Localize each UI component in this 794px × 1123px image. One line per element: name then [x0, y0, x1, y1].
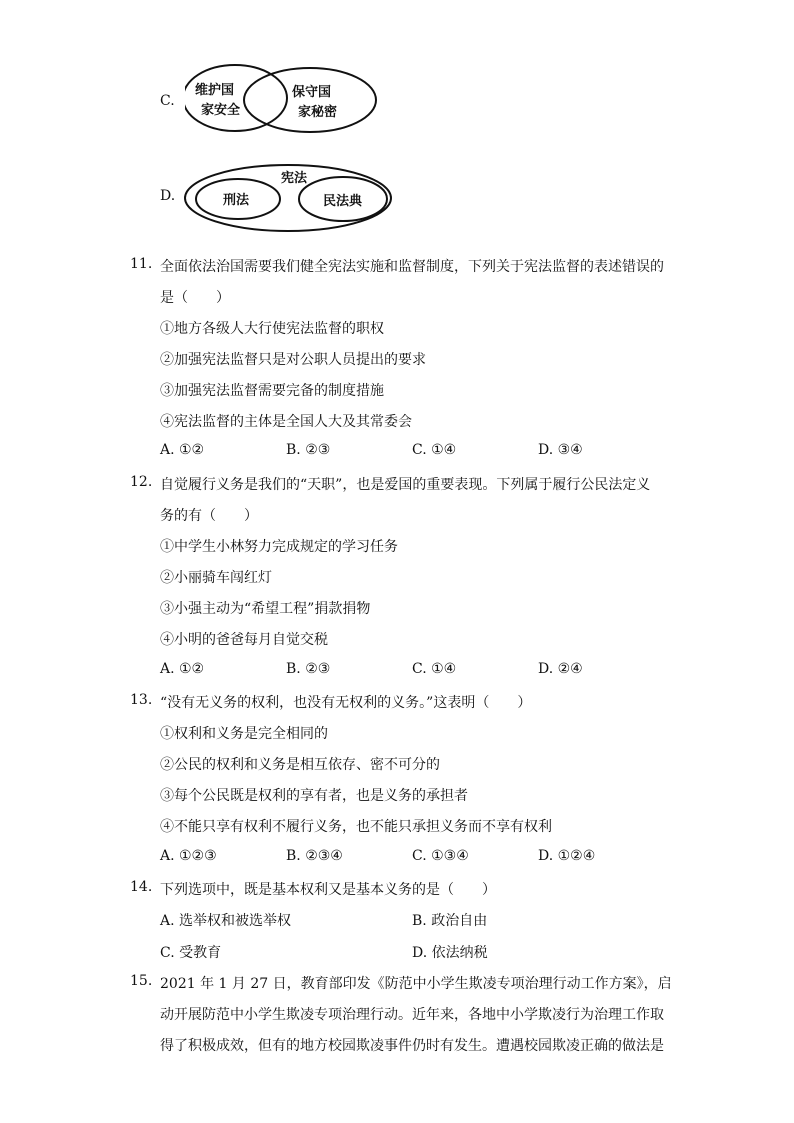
choice-b[interactable]: B. ②③④ — [286, 848, 343, 864]
question-stem-line: 务的有（ ） — [160, 508, 258, 524]
statement-item: ①权利和义务是完全相同的 — [160, 726, 328, 742]
d-inner-right-text: 民法典 — [323, 194, 363, 209]
option-d-diagram — [183, 162, 398, 234]
c-left-text-1: 维护国 — [195, 83, 235, 98]
question-stem-line: 动开展防范中小学生欺凌专项治理行动。近年来，各地中小学欺凌行为治理工作取 — [160, 1007, 664, 1023]
question-number: 11. — [130, 256, 153, 272]
statement-item: ①中学生小林努力完成规定的学习任务 — [160, 539, 398, 555]
c-right-text-2: 家秘密 — [298, 105, 338, 120]
question-number: 15. — [130, 973, 153, 989]
option-d-label: D. — [160, 188, 176, 204]
choice-b[interactable]: B. ②③ — [286, 442, 331, 458]
choice-d[interactable]: D. ②④ — [538, 661, 583, 677]
d-inner-left-text: 刑法 — [223, 193, 250, 208]
question-stem-line: 得了积极成效，但有的地方校园欺凌事件仍时有发生。遭遇校园欺凌正确的做法是 — [160, 1038, 664, 1054]
d-outer-text: 宪法 — [281, 171, 308, 186]
choice-a[interactable]: A. ①②③ — [160, 848, 217, 864]
choice-c[interactable]: C. ①③④ — [412, 848, 469, 864]
question-number: 12. — [130, 474, 153, 490]
statement-item: ③小强主动为“希望工程”捐款捐物 — [160, 601, 371, 617]
option-c-label: C. — [160, 93, 175, 109]
choice-a[interactable]: A. ①② — [160, 442, 205, 458]
choice-b[interactable]: B. 政治自由 — [412, 913, 488, 929]
choice-d[interactable]: D. ①②④ — [538, 848, 596, 864]
choice-d[interactable]: D. ③④ — [538, 442, 583, 458]
question-stem-line: 下列选项中，既是基本权利又是基本义务的是（ ） — [160, 882, 496, 898]
question-stem-line: “没有无义务的权利，也没有无权利的义务。”这表明（ ） — [160, 695, 532, 711]
question-stem-line: 自觉履行义务是我们的“天职”，也是爱国的重要表现。下列属于履行公民法定义 — [160, 477, 651, 493]
choice-c[interactable]: C. 受教育 — [160, 945, 222, 961]
statement-item: ④宪法监督的主体是全国人大及其常委会 — [160, 414, 412, 430]
statement-item: ②加强宪法监督只是对公职人员提出的要求 — [160, 352, 426, 368]
c-right-text-1: 保守国 — [292, 85, 332, 100]
choice-b[interactable]: B. ②③ — [286, 661, 331, 677]
c-left-text-2: 家安全 — [201, 103, 241, 118]
statement-item: ①地方各级人大行使宪法监督的职权 — [160, 321, 384, 337]
choice-a[interactable]: A. 选举权和被选举权 — [160, 913, 292, 929]
option-c-diagram — [185, 62, 385, 138]
question-number: 14. — [130, 879, 153, 895]
question-stem-line: 是（ ） — [160, 290, 230, 306]
choice-d[interactable]: D. 依法纳税 — [412, 945, 488, 961]
choice-c[interactable]: C. ①④ — [412, 661, 457, 677]
statement-item: ②小丽骑车闯红灯 — [160, 570, 272, 586]
choice-a[interactable]: A. ①② — [160, 661, 205, 677]
statement-item: ④不能只享有权利不履行义务，也不能只承担义务而不享有权利 — [160, 819, 552, 835]
question-number: 13. — [130, 692, 153, 708]
statement-item: ③每个公民既是权利的享有者，也是义务的承担者 — [160, 788, 468, 804]
statement-item: ②公民的权利和义务是相互依存、密不可分的 — [160, 757, 440, 773]
question-stem-line: 全面依法治国需要我们健全宪法实施和监督制度，下列关于宪法监督的表述错误的 — [160, 259, 664, 275]
question-stem-line: 2021 年 1 月 27 日，教育部印发《防范中小学生欺凌专项治理行动工作方案》，启 — [160, 976, 672, 992]
choice-c[interactable]: C. ①④ — [412, 442, 457, 458]
right-ellipse — [244, 68, 376, 132]
statement-item: ③加强宪法监督需要完备的制度措施 — [160, 383, 384, 399]
statement-item: ④小明的爸爸每月自觉交税 — [160, 632, 328, 648]
